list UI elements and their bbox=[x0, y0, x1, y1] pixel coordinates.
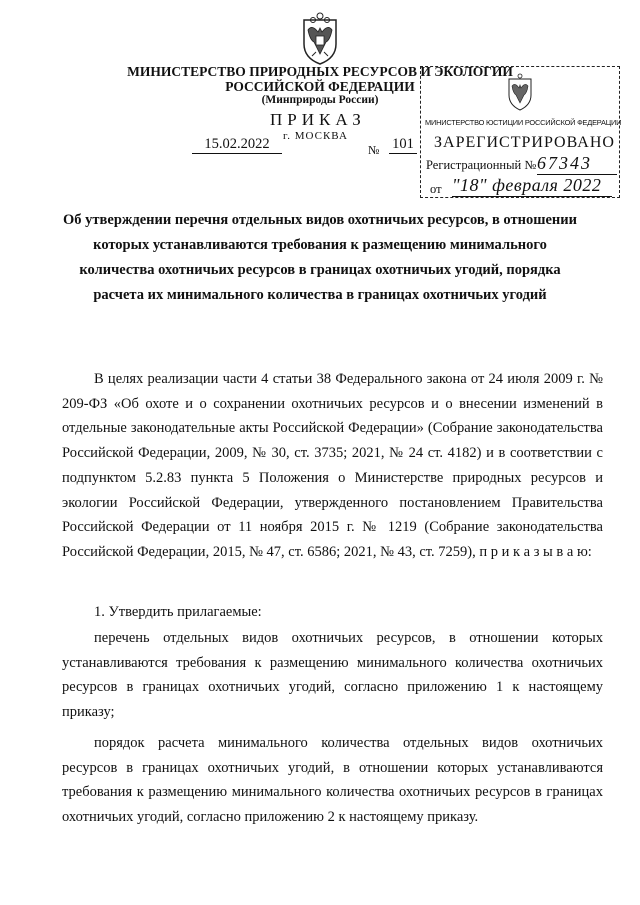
city: г. МОСКВА bbox=[283, 130, 348, 142]
list-item-paragraph bbox=[62, 731, 603, 830]
stamp-registered: ЗАРЕГИСТРИРОВАНО bbox=[434, 134, 615, 151]
clause-1-paragraph bbox=[62, 600, 603, 625]
document-title: Об утверждении перечня отдельных видов охотничьих ресурсов, в отношении которых устанавливаются требования к размещению минимального количества охотничьих ресурсов в границах охотничьих угодий, порядка расчета их минимального количества в границах охотничьих угодий bbox=[63, 212, 577, 303]
stamp-ministry-line: МИНИСТЕРСТВО ЮСТИЦИИ РОССИЙСКОЙ ФЕДЕРАЦИИ bbox=[425, 118, 622, 127]
paragraph-text: порядок расчета минимального количества отдельных видов охотничьих ресурсов в границах охотничьих угодий, в отношении которых устанавливаются требования к размещению минимального количества охотничьих ресурсов в границах охотничьих угодий, согласно приложению 2 к настоящему приказу. bbox=[62, 735, 603, 826]
stamp-reg-date: "18" февраля 2022 bbox=[452, 175, 612, 197]
order-number: 101 bbox=[389, 136, 417, 154]
document-type: ПРИКАЗ bbox=[270, 110, 366, 129]
stamp-reg-label: Регистрационный № bbox=[426, 158, 537, 172]
list-item-paragraph bbox=[62, 626, 603, 725]
paragraph-text: перечень отдельных видов охотничьих ресурсов, в отношении которых устанавливаются требования к размещению минимального количества охотничьих ресурсов в границах охотничьих угодий, согласно приложению 1 к настоящему приказу; bbox=[62, 630, 603, 721]
paragraph-text: 1. Утвердить прилагаемые: bbox=[94, 604, 262, 620]
paragraph-text: В целях реализации части 4 статьи 38 Федерального закона от 24 июля 2009 г. № 209-ФЗ «Об охоте и о сохранении охотничьих ресурсов и о внесении изменений в отдельные законодательные акты Российской Федерации» (Собрание законодательства Российской Федерации, 2009, № 30, ст. 3735; 2021, № 24 ст. 4182) и в соответствии с подпунктом 5.2.83 пункта 5 Положения о Министерстве природных ресурсов и экологии Российской Федерации, утвержденного постановлением Правительства Российской Федерации от 11 ноября 2015 г. № 1219 (Собрание законодательства Российской Федерации, 2015, № 47, ст. 6586; 2021, № 43, ст. 7259), п р и к а з ы в а ю: bbox=[62, 371, 603, 560]
ministry-name-line1: МИНИСТЕРСТВО ПРИРОДНЫХ РЕСУРСОВ И ЭКОЛОГИИ bbox=[127, 64, 513, 79]
ministry-short-name: (Минприроды России) bbox=[261, 94, 379, 106]
stamp-reg-number: 67343 bbox=[537, 153, 617, 175]
ministry-name-line2: РОССИЙСКОЙ ФЕДЕРАЦИИ bbox=[225, 79, 415, 94]
order-date: 15.02.2022 bbox=[192, 136, 282, 154]
stamp-emblem-icon bbox=[504, 73, 536, 113]
coat-of-arms-icon bbox=[296, 12, 344, 68]
order-number-label: № bbox=[368, 143, 380, 157]
stamp-date-label: от bbox=[430, 182, 442, 196]
preamble-paragraph bbox=[62, 367, 603, 565]
